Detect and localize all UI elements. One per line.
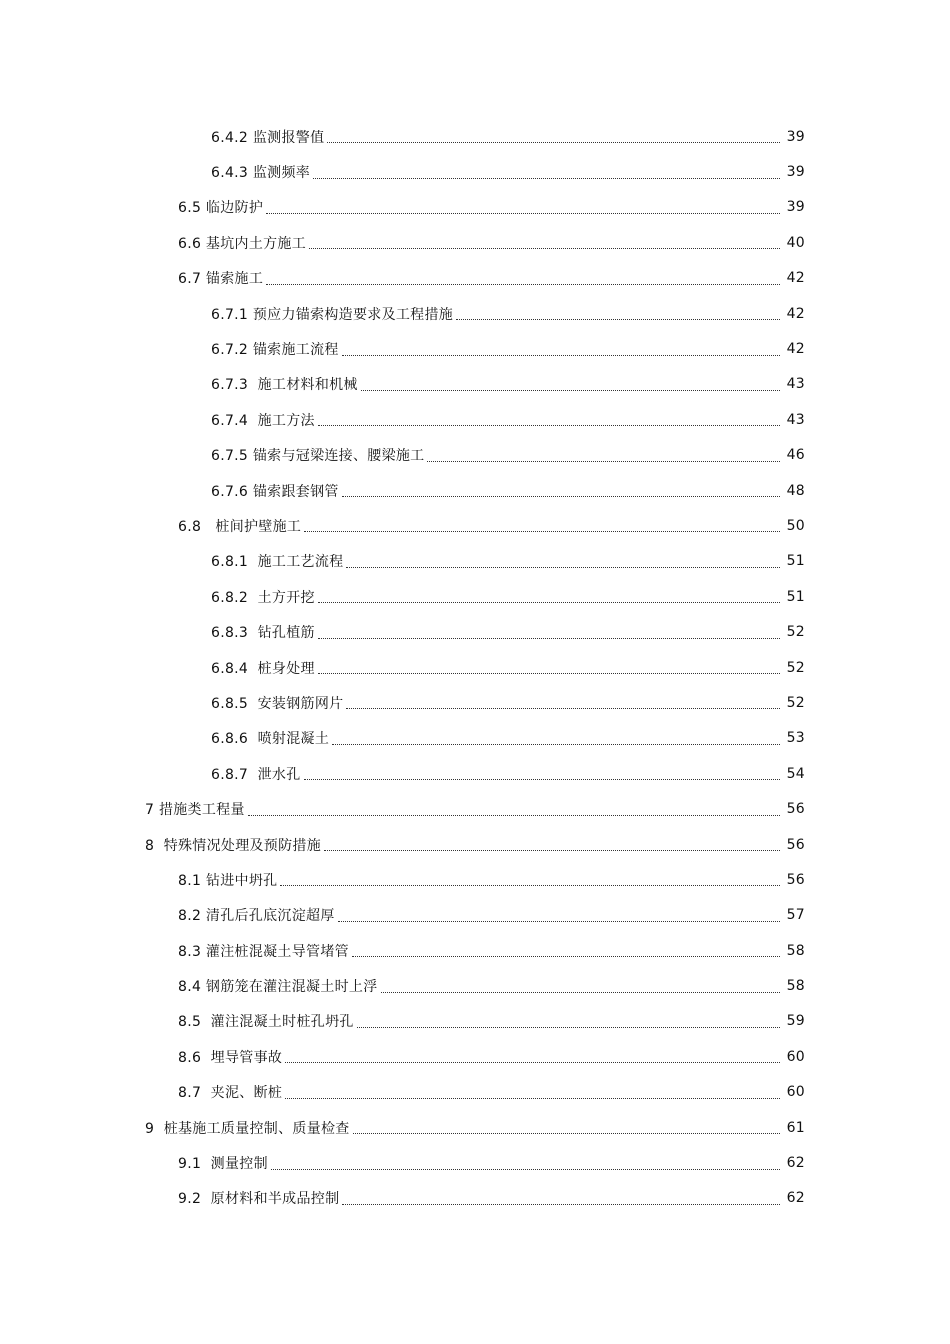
toc-entry[interactable] [0, 614, 950, 649]
toc-dot-leader [285, 1098, 780, 1099]
toc-entry-title: 6.7.6 锚索跟套钢管 [211, 483, 339, 500]
toc-entry-page-number: 54 [786, 765, 805, 782]
toc-entry[interactable] [0, 1039, 950, 1074]
toc-entry-page-number: 42 [786, 270, 805, 287]
toc-entry-title: 6.8.3 钻孔植筋 [211, 625, 315, 642]
toc-entry-title: 6.8.2 土方开挖 [211, 589, 315, 606]
toc-entry-title: 8.4 钢筋笼在灌注混凝土时上浮 [178, 979, 378, 996]
toc-dot-leader [342, 355, 780, 356]
toc-dot-leader [304, 531, 780, 532]
toc-entry-page-number: 58 [786, 942, 805, 959]
toc-entry[interactable] [0, 721, 950, 756]
toc-entry-title: 9 桩基施工质量控制、质量检查 [145, 1120, 350, 1137]
toc-entry-title: 6.8.6 喷射混凝土 [211, 731, 330, 748]
toc-entry-page-number: 52 [786, 624, 805, 641]
toc-entry-title: 8.1 钻进中坍孔 [178, 872, 278, 889]
toc-entry-page-number: 62 [786, 1190, 805, 1207]
toc-entry-page-number: 48 [786, 482, 805, 499]
toc-entry-title: 6.8.5 安装钢筋网片 [211, 695, 344, 712]
toc-entry-page-number: 56 [786, 871, 805, 888]
toc-entry-page-number: 39 [786, 199, 805, 216]
toc-entry[interactable] [0, 968, 950, 1003]
toc-entry-title: 6.8.1 施工工艺流程 [211, 554, 344, 571]
toc-entry[interactable] [0, 827, 950, 862]
toc-entry[interactable] [0, 438, 950, 473]
toc-entry-page-number: 62 [786, 1155, 805, 1172]
toc-entry-title: 6.8.4 桩身处理 [211, 660, 315, 677]
toc-entry[interactable] [0, 579, 950, 614]
toc-dot-leader [357, 1027, 780, 1028]
toc-entry-title: 6.7.3 施工材料和机械 [211, 377, 358, 394]
toc-entry[interactable] [0, 685, 950, 720]
toc-entry-page-number: 56 [786, 836, 805, 853]
toc-entry-title: 6.7.5 锚索与冠梁连接、腰梁施工 [211, 448, 425, 465]
toc-entry-page-number: 50 [786, 517, 805, 534]
toc-entry-title: 6.7.1 预应力锚索构造要求及工程措施 [211, 306, 454, 323]
toc-dot-leader [285, 1062, 780, 1063]
toc-entry-title: 8.7 夹泥、断桩 [178, 1085, 283, 1102]
toc-entry-page-number: 61 [786, 1119, 805, 1136]
toc-entry-title: 6.4.3 监测频率 [211, 165, 311, 182]
toc-entry-title: 8.6 埋导管事故 [178, 1049, 283, 1066]
toc-entry-title: 6.8 桩间护壁施工 [178, 518, 302, 535]
toc-dot-leader [338, 921, 780, 922]
toc-entry-page-number: 46 [786, 447, 805, 464]
toc-entry[interactable] [0, 1110, 950, 1145]
toc-dot-leader [381, 992, 780, 993]
toc-entry-page-number: 56 [786, 801, 805, 818]
toc-dot-leader [318, 602, 780, 603]
toc-entry-page-number: 52 [786, 694, 805, 711]
toc-entry[interactable] [0, 756, 950, 791]
toc-entry-page-number: 42 [786, 341, 805, 358]
toc-entry[interactable] [0, 650, 950, 685]
toc-entry[interactable] [0, 190, 950, 225]
toc-dot-leader [361, 390, 780, 391]
toc-dot-leader [332, 744, 780, 745]
toc-dot-leader [318, 425, 780, 426]
toc-dot-leader [313, 178, 780, 179]
toc-dot-leader [327, 142, 780, 143]
toc-entry-page-number: 43 [786, 376, 805, 393]
toc-entry-page-number: 59 [786, 1013, 805, 1030]
toc-entry-title: 7 措施类工程量 [145, 802, 245, 819]
toc-entry-page-number: 60 [786, 1048, 805, 1065]
toc-dot-leader [318, 673, 780, 674]
toc-entry-page-number: 52 [786, 659, 805, 676]
toc-entry-page-number: 51 [786, 553, 805, 570]
toc-dot-leader [280, 885, 780, 886]
table-of-contents [0, 119, 950, 1216]
toc-entry-title: 6.5 临边防护 [178, 200, 264, 217]
toc-entry[interactable] [0, 296, 950, 331]
toc-entry-title: 8.2 清孔后孔底沉淀超厚 [178, 908, 335, 925]
toc-entry-title: 6.7 锚索施工 [178, 271, 264, 288]
toc-entry-title: 9.1 测量控制 [178, 1156, 268, 1173]
toc-dot-leader [352, 956, 780, 957]
toc-dot-leader [309, 248, 780, 249]
toc-entry[interactable] [0, 508, 950, 543]
toc-dot-leader [456, 319, 780, 320]
toc-entry-title: 6.8.7 泄水孔 [211, 766, 301, 783]
toc-entry-page-number: 39 [786, 128, 805, 145]
toc-entry[interactable] [0, 1075, 950, 1110]
toc-entry[interactable] [0, 1004, 950, 1039]
toc-entry-title: 9.2 原材料和半成品控制 [178, 1191, 340, 1208]
toc-entry[interactable] [0, 791, 950, 826]
toc-dot-leader [342, 1204, 780, 1205]
toc-entry-page-number: 58 [786, 978, 805, 995]
toc-entry[interactable] [0, 367, 950, 402]
toc-dot-leader [342, 496, 780, 497]
toc-entry-title: 6.7.4 施工方法 [211, 412, 315, 429]
toc-dot-leader [324, 850, 780, 851]
toc-entry-title: 8.3 灌注桩混凝土导管堵管 [178, 943, 349, 960]
toc-entry-page-number: 51 [786, 588, 805, 605]
toc-entry-page-number: 57 [786, 907, 805, 924]
toc-dot-leader [271, 1169, 780, 1170]
toc-entry[interactable] [0, 933, 950, 968]
toc-entry[interactable] [0, 862, 950, 897]
toc-entry[interactable] [0, 473, 950, 508]
toc-dot-leader [304, 779, 780, 780]
toc-entry[interactable] [0, 544, 950, 579]
toc-entry-page-number: 40 [786, 234, 805, 251]
toc-entry-page-number: 60 [786, 1084, 805, 1101]
toc-dot-leader [353, 1133, 780, 1134]
toc-entry-title: 6.4.2 监测报警值 [211, 129, 325, 146]
toc-entry[interactable] [0, 225, 950, 260]
toc-entry-page-number: 42 [786, 305, 805, 322]
toc-dot-leader [266, 213, 780, 214]
toc-entry-title: 8.5 灌注混凝土时桩孔坍孔 [178, 1014, 354, 1031]
toc-entry-page-number: 53 [786, 730, 805, 747]
toc-entry[interactable] [0, 1145, 950, 1180]
toc-entry-title: 6.6 基坑内土方施工 [178, 235, 307, 252]
toc-entry[interactable] [0, 1181, 950, 1216]
toc-dot-leader [346, 708, 780, 709]
toc-dot-leader [248, 815, 780, 816]
toc-entry[interactable] [0, 154, 950, 189]
toc-dot-leader [346, 567, 780, 568]
toc-entry[interactable] [0, 119, 950, 154]
toc-entry-title: 8 特殊情况处理及预防措施 [145, 837, 322, 854]
toc-dot-leader [427, 461, 780, 462]
toc-dot-leader [266, 284, 780, 285]
toc-entry-page-number: 39 [786, 164, 805, 181]
toc-entry-page-number: 43 [786, 411, 805, 428]
toc-entry[interactable] [0, 331, 950, 366]
toc-entry-title: 6.7.2 锚索施工流程 [211, 342, 339, 359]
toc-entry[interactable] [0, 898, 950, 933]
toc-entry[interactable] [0, 261, 950, 296]
toc-dot-leader [318, 638, 780, 639]
toc-entry[interactable] [0, 402, 950, 437]
